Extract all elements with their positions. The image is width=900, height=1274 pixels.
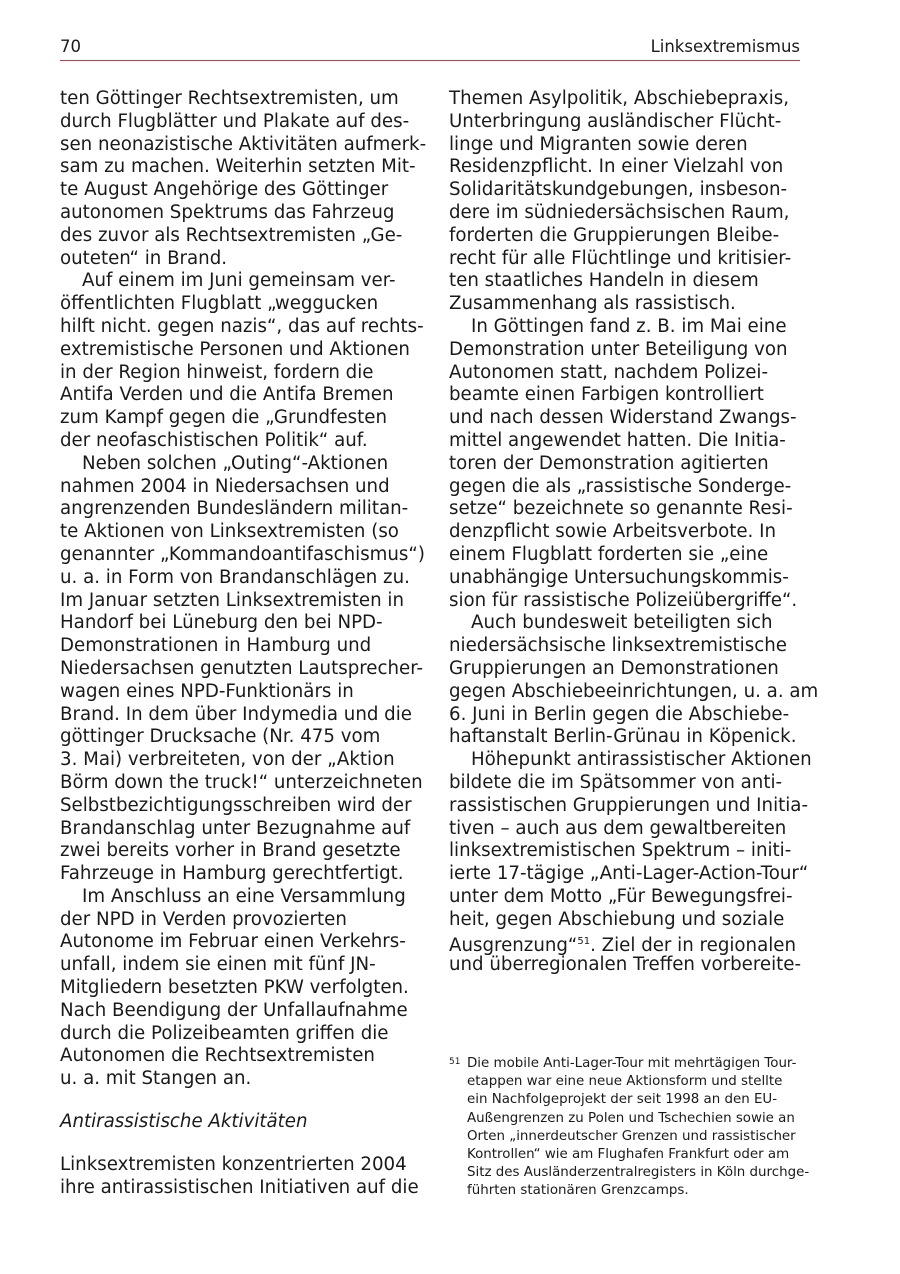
text-line: rassistischen Gruppierungen und Initia- (449, 794, 809, 816)
paragraph (60, 886, 416, 1091)
text-line: Niedersachsen genutzten Lautsprecher- (60, 657, 424, 679)
text-line: Im Januar setzten Linksextremisten in (60, 589, 405, 611)
running-title: Linksextremismus (650, 37, 800, 56)
text-line: mittel angewendet hatten. Die Initia- (449, 429, 786, 451)
text-line: Brandanschlag unter Bezugnahme auf (60, 817, 411, 839)
paragraph (449, 88, 805, 316)
text-line: Nach Beendigung der Unfallaufnahme (60, 999, 408, 1021)
text-line: der neofaschistischen Politik“ auf. (60, 429, 368, 451)
text-line: Antifa Verden und die Antifa Bremen (60, 384, 394, 406)
text-line: haftanstalt Berlin-Grünau in Köpenick. (449, 726, 797, 748)
text-line: Auf einem im Juni gemeinsam ver- (82, 270, 396, 292)
text-line: sen neonazistische Aktivitäten aufmerk- (60, 133, 427, 155)
text-line: Autonome im Februar einen Verkehrs- (60, 931, 406, 953)
text-line: linge und Migranten sowie deren (449, 133, 748, 155)
footnote-line: führten stationären Grenzcamps. (467, 1183, 689, 1199)
text-line: Residenzpflicht. In einer Vielzahl von (449, 156, 784, 178)
footnote-marker: 51 (449, 1057, 461, 1067)
text-line: ierte 17-tägige „Anti-Lager-Action-Tour“ (449, 863, 809, 885)
paragraph (60, 88, 427, 270)
text-line: unabhängige Untersuchungskommis- (449, 566, 789, 588)
page-number: 70 (60, 37, 81, 56)
text-line (449, 931, 805, 957)
footnote-line: Kontrollen“ wie am Flughafen Frankfurt oder am (467, 1146, 790, 1162)
text-line: Unterbringung ausländischer Flücht- (449, 110, 782, 132)
text-line: bildete die im Spätsommer von anti- (449, 771, 783, 793)
text-line: ten staatliches Handeln in diesem (449, 270, 759, 292)
footnote-line: ein Nachfolgeprojekt der seit 1998 an den EU- (467, 1092, 778, 1108)
text-line: Demonstration unter Beteiligung von (449, 338, 788, 360)
text-line: Fahrzeuge in Hamburg gerechtfertigt. (60, 863, 404, 885)
text-line: gegen Abschiebeeinrichtungen, u. a. am (449, 680, 819, 702)
text-line: Autonomen die Rechtsextremisten (60, 1045, 375, 1067)
footnote-line: etappen war eine neue Aktionsform und stellte (467, 1074, 783, 1090)
footnote-reference[interactable]: 51 (577, 936, 591, 948)
left-column (60, 88, 427, 1199)
text-line: unfall, indem sie einen mit fünf JN- (60, 954, 376, 976)
text-line: autonomen Spektrums das Fahrzeug (60, 201, 395, 223)
text-line: Zusammenhang als rassistisch. (449, 293, 736, 315)
text-line: forderten die Gruppierungen Bleibe- (449, 224, 780, 246)
text-line: tiven – auch aus dem gewaltbereiten (449, 817, 787, 839)
text-line: unter dem Motto „Für Bewegungsfrei- (449, 885, 793, 907)
text-line: Themen Asylpolitik, Abschiebepraxis, (449, 88, 790, 109)
text-line: setze“ bezeichnete so genannte Resi- (449, 498, 793, 520)
text-line: ihre antirassistischen Initiativen auf die (60, 1176, 419, 1198)
text-line: Börm down the truck!“ unterzeichneten (60, 771, 423, 793)
text-line: Handorf bei Lüneburg den bei NPD- (60, 612, 383, 634)
text-line: zwei bereits vorher in Brand gesetzte (60, 840, 401, 862)
text-line: sam zu machen. Weiterhin setzten Mit- (60, 156, 416, 178)
text-line: 6. Juni in Berlin gegen die Abschiebe- (449, 703, 790, 725)
text-line: recht für alle Flüchtlinge und kritisier- (449, 247, 792, 269)
paragraph (60, 452, 425, 886)
text-line: heit, gegen Abschiebung und soziale (449, 908, 785, 930)
paragraph (449, 316, 805, 612)
text-line: u. a. in Form von Brandanschlägen zu. (60, 566, 410, 588)
paragraph (449, 749, 812, 977)
footnote-line: Orten „innerdeutscher Grenzen und rassistischer (467, 1128, 796, 1144)
text-line: toren der Demonstration agitierten (449, 452, 769, 474)
footnote-line: Sitz des Ausländerzentralregisters in Köln durchge- (467, 1165, 810, 1181)
text-line: Linksextremisten konzentrierten 2004 (60, 1153, 407, 1175)
text-line: Auch bundesweit beteiligten sich (471, 612, 773, 634)
text-line: in der Region hinweist, fordern die (60, 361, 374, 383)
text-line: zum Kampf gegen die „Grundfesten (60, 407, 387, 429)
text-line: Höhepunkt antirassistischer Aktionen (471, 749, 812, 771)
text-line: dere im südniedersächsischen Raum, (449, 201, 790, 223)
text-line: Mitgliedern besetzten PKW verfolgten. (60, 977, 409, 999)
text-line: wagen eines NPD-Funktionärs in (60, 680, 354, 702)
paragraph (60, 270, 424, 452)
text-line: Demonstrationen in Hamburg und (60, 635, 372, 657)
text-line: Neben solchen „Outing“-Aktionen (82, 452, 389, 474)
text-line: gegen die als „rassistische Sonderge- (449, 475, 792, 497)
text-line: Gruppierungen an Demonstrationen (449, 657, 779, 679)
text-line: denzpflicht sowie Arbeitsverbote. In (449, 521, 776, 543)
paragraph (449, 612, 819, 749)
text-line: der NPD in Verden provozierten (60, 908, 347, 930)
text-line: sion für rassistische Polizeiübergriffe“. (449, 589, 798, 611)
text-line: angrenzenden Bundesländern militan- (60, 498, 409, 520)
text-line: einem Flugblatt forderten sie „eine (449, 543, 769, 565)
text-line: Selbstbezichtigungsschreiben wird der (60, 794, 412, 816)
footnote-line: Die mobile Anti-Lager-Tour mit mehrtägigen Tour- (467, 1056, 797, 1071)
text-line: Solidaritätskundgebungen, insbeson- (449, 179, 788, 201)
page-header (60, 36, 800, 61)
text-line: te August Angehörige des Göttinger (60, 179, 389, 201)
section-heading: Antirassistische Aktivitäten (60, 1111, 308, 1133)
paragraph (60, 1153, 419, 1200)
right-column (449, 88, 819, 977)
text-line: Autonomen statt, nachdem Polizei- (449, 361, 769, 383)
text-line: des zuvor als Rechtsextremisten „Ge- (60, 224, 403, 246)
text-line: outeten“ in Brand. (60, 247, 228, 269)
text-line: ten Göttinger Rechtsextremisten, um (60, 88, 399, 109)
text-line: durch Flugblätter und Plakate auf des- (60, 110, 410, 132)
text-line: u. a. mit Stangen an. (60, 1068, 252, 1090)
text-line: genannter „Kommandoantifaschismus“) (60, 543, 425, 565)
text-line: hilft nicht. gegen nazis“, das auf rechts- (60, 315, 424, 337)
footnote-line: Außengrenzen zu Polen und Tschechien sowie an (467, 1110, 795, 1126)
text-line: linksextremistischen Spektrum – initi- (449, 840, 792, 862)
text-line: nahmen 2004 in Niedersachsen und (60, 475, 390, 497)
text-line: 3. Mai) verbreiteten, von der „Aktion (60, 749, 395, 771)
text-line: öffentlichten Flugblatt „weggucken (60, 293, 379, 315)
text-line: niedersächsische linksextremistische (449, 635, 787, 657)
text-line: und nach dessen Widerstand Zwangs- (449, 407, 797, 429)
text-segment: . Ziel der in regionalen (590, 935, 796, 957)
text-segment: Ausgrenzung“ (449, 935, 578, 957)
text-line: durch die Polizeibeamten griffen die (60, 1022, 389, 1044)
text-line: beamte einen Farbigen kontrolliert (449, 384, 764, 406)
text-line: Im Anschluss an eine Versammlung (82, 885, 406, 907)
footnote (449, 1055, 810, 1201)
text-line: und überregionalen Treffen vorbereite- (449, 954, 802, 976)
text-line: te Aktionen von Linksextremisten (so (60, 521, 399, 543)
text-line: göttinger Drucksache (Nr. 475 vom (60, 726, 381, 748)
text-line: extremistische Personen und Aktionen (60, 338, 410, 360)
text-line: In Göttingen fand z. B. im Mai eine (471, 315, 787, 337)
text-line: Brand. In dem über Indymedia und die (60, 703, 412, 725)
